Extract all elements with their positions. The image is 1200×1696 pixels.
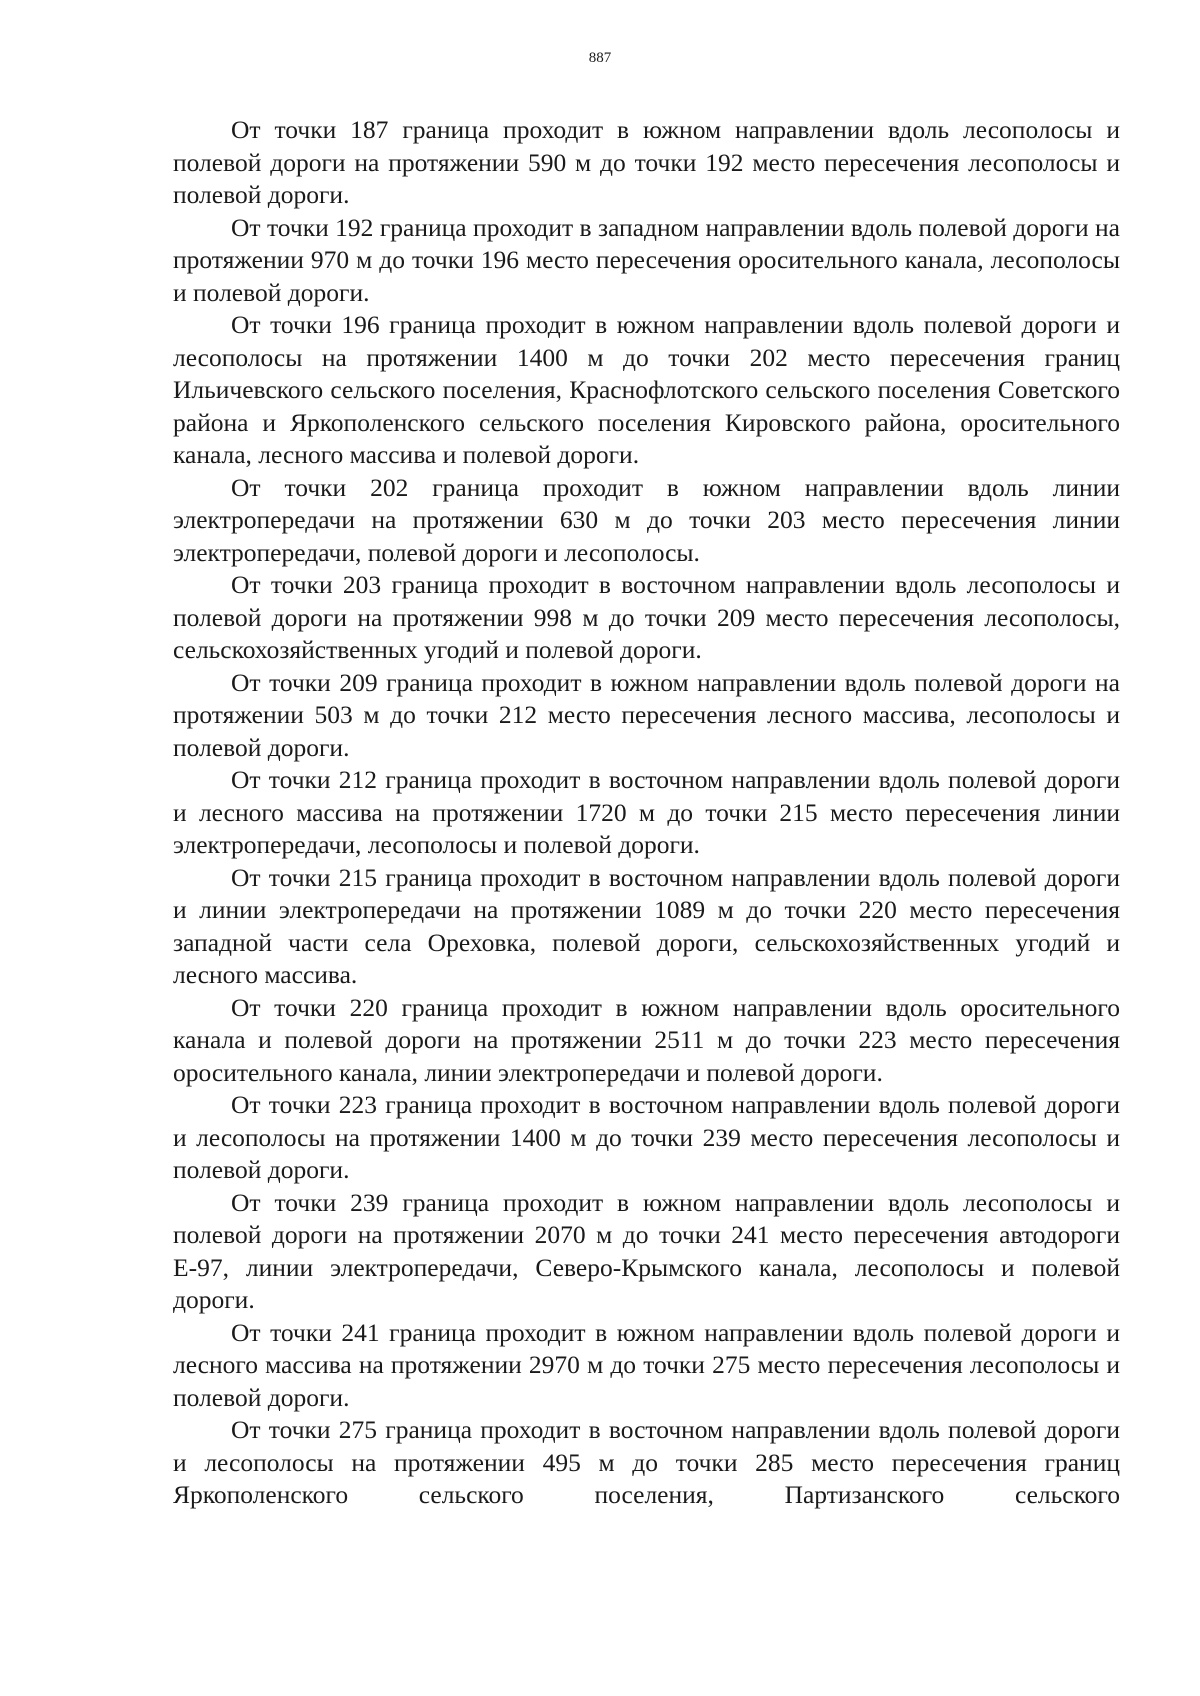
paragraph: От точки 275 граница проходит в восточном направлении вдоль полевой дороги и лесополосы на протяжении 495 м до точки 285 место пересечения границ Яркополенского сельского поселения, Партизанского сельского — [173, 1415, 1120, 1509]
paragraph: От точки 215 граница проходит в восточном направлении вдоль полевой дороги и линии электропередачи на протяжении 1089 м до точки 220 место пересечения западной части села Ореховка, полевой дороги, сельскохозяйственных угодий и лесного массива. — [173, 862, 1120, 989]
paragraph: От точки 196 граница проходит в южном направлении вдоль полевой дороги и лесополосы на протяжении 1400 м до точки 202 место пересечения границ Ильичевского сельского поселения, Краснофлотского сельского поселения Советского района и Яркополенского сельского поселения Кировского района, оросительного канала, лесного массива и полевой дороги. — [173, 310, 1120, 469]
paragraph: От точки 192 граница проходит в западном направлении вдоль полевой дороги на протяжении 970 м до точки 196 место пересечения оросительного канала, лесополосы и полевой дороги. — [173, 212, 1120, 307]
paragraph: От точки 202 граница проходит в южном направлении вдоль линии электропередачи на протяжении 630 м до точки 203 место пересечения линии электропередачи, полевой дороги и лесополосы. — [173, 472, 1120, 567]
paragraph: От точки 203 граница проходит в восточном направлении вдоль лесополосы и полевой дороги на протяжении 998 м до точки 209 место пересечения лесополосы, сельскохозяйственных угодий и полевой дороги. — [173, 570, 1120, 664]
paragraph: От точки 241 граница проходит в южном направлении вдоль полевой дороги и лесного массива на протяжении 2970 м до точки 275 место пересечения лесополосы и полевой дороги. — [173, 1317, 1120, 1412]
document-body — [173, 114, 1120, 1512]
paragraph: От точки 239 граница проходит в южном направлении вдоль лесополосы и полевой дороги на протяжении 2070 м до точки 241 место пересечения автодороги Е-97, линии электропередачи, Северо-Крымского канала, лесополосы и полевой дороги. — [173, 1187, 1120, 1314]
paragraph: От точки 223 граница проходит в восточном направлении вдоль полевой дороги и лесополосы на протяжении 1400 м до точки 239 место пересечения лесополосы и полевой дороги. — [173, 1090, 1120, 1184]
paragraph: От точки 209 граница проходит в южном направлении вдоль полевой дороги на протяжении 503 м до точки 212 место пересечения лесного массива, лесополосы и полевой дороги. — [173, 667, 1120, 762]
paragraph: От точки 187 граница проходит в южном направлении вдоль лесополосы и полевой дороги на протяжении 590 м до точки 192 место пересечения лесополосы и полевой дороги. — [173, 115, 1120, 209]
page-number: 887 — [588, 50, 612, 66]
paragraph: От точки 212 граница проходит в восточном направлении вдоль полевой дороги и лесного массива на протяжении 1720 м до точки 215 место пересечения линии электропередачи, лесополосы и полевой дороги. — [173, 765, 1120, 859]
paragraph: От точки 220 граница проходит в южном направлении вдоль оросительного канала и полевой дороги на протяжении 2511 м до точки 223 место пересечения оросительного канала, линии электропередачи и полевой дороги. — [173, 992, 1120, 1087]
